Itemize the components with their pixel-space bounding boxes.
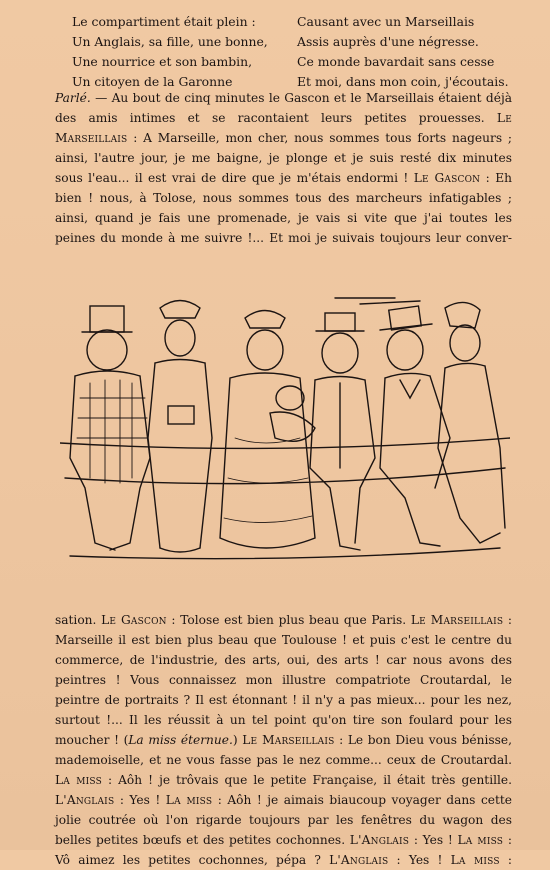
speaker-name: La miss	[457, 833, 504, 847]
speaker-name: La miss	[450, 853, 500, 867]
text-run: :	[499, 853, 512, 867]
verse-line: Un citoyen de la Garonne	[72, 74, 233, 89]
text-run: : Yes !	[388, 853, 451, 867]
speaker-name: Le Gascon	[101, 613, 167, 627]
text-run: : Vô aimez les petites cochonnes, pépa ?	[55, 833, 513, 867]
verse-line: Un Anglais, sa fille, une bonne,	[72, 34, 268, 49]
text-run: : Tolose est bien plus beau que Paris.	[166, 613, 411, 627]
verse-line: Assis auprès d'une négresse.	[297, 34, 479, 49]
paragraph	[55, 88, 512, 248]
speaker-name: La miss	[165, 793, 213, 807]
figure-englishman	[70, 306, 150, 550]
spoken-passage-bottom	[55, 610, 513, 867]
spoken-passage-top	[55, 88, 512, 268]
speaker-name: L'Anglais	[329, 853, 389, 867]
bench-back	[60, 438, 510, 448]
figure-gascon	[310, 313, 375, 550]
speaker-name: Le Gascon	[413, 171, 481, 185]
verse-line: Causant avec un Marseillais	[297, 14, 475, 29]
figure-miss	[148, 301, 212, 553]
text-run: : Yes !	[409, 833, 458, 847]
floor-line	[70, 548, 500, 559]
verse-line: Le compartiment était plein :	[72, 14, 256, 29]
text-run: : Yes !	[114, 793, 166, 807]
text-run: sation.	[55, 613, 102, 627]
verse-line: Ce monde bavardait sans cesse	[297, 54, 495, 69]
text-run: : Aôh ! je aimais biaucoup voyager dans cette jolie coutrée où l'on rigarde toujours par les fenêtres du wagon des belles petites bœufs et des petites cochonnes.	[55, 793, 512, 847]
verse-column-right	[297, 12, 533, 92]
verse-line: Et moi, dans mon coin, j'écoutais.	[297, 74, 509, 89]
figure-nurse-with-baby	[220, 311, 315, 549]
text-run: : Aôh ! je trôvais que le petite Française, il était très gentille.	[101, 773, 512, 787]
speaker-name: Le Marseillais	[410, 613, 504, 627]
speaker-name: Le Marseillais	[55, 111, 512, 145]
text-run: — Au bout de cinq minutes le Gascon et le Marseillais étaient déjà des amis intimes et se racontaient leurs petites prouesses.	[55, 91, 512, 125]
text-run: : Eh bien ! nous, à Tolose, nous sommes tous des marcheurs infatigables ; ainsi, quand je fais une promenade, je vais si vite que j'ai toutes les peines du monde à me suivre !... Et moi je suivais toujours leur conver-	[55, 171, 512, 245]
figure-woman	[438, 302, 505, 543]
baby-head	[276, 386, 304, 410]
text-run: : A Marseille, mon cher, nous sommes tous forts nageurs ; ainsi, l'autre jour, je me baigne, je plonge et je suis resté dix minutes sous l'eau... il est vrai de dire que je m'étais endormi !	[55, 131, 512, 185]
stage-direction: La miss éternue.	[128, 733, 233, 747]
speaker-name: L'Anglais	[349, 833, 410, 847]
parle-marker: Parlé.	[55, 91, 91, 105]
text-run: )	[232, 733, 243, 747]
paragraph	[55, 610, 512, 870]
verse-column-left	[72, 12, 290, 92]
train-compartment-illustration	[60, 288, 510, 570]
speaker-name: La miss	[55, 773, 102, 787]
verse-line: Une nourrice et son bambin,	[72, 54, 253, 69]
text-run: : Le bon Dieu vous bénisse, mademoiselle, et ne vous fasse pas le nez comme... ceux de Croutardal.	[55, 733, 512, 767]
speaker-name: Le Marseillais	[242, 733, 335, 747]
engraving	[60, 288, 510, 570]
text-run: : Marseille il est bien plus beau que Toulouse ! et puis c'est le centre du commerce, de l'industrie, des arts, oui, des arts ! car nous avons des peintres ! Vous connaissez mon illustre compatriote Croutardal, le peintre de portraits ? Il est étonnant ! il n'y a pas mieux... pour les nez, surtout !... Il les réussit à un tel point qu'on tire son foulard pour les moucher ! (	[55, 613, 512, 747]
speaker-name: L'Anglais	[55, 793, 115, 807]
